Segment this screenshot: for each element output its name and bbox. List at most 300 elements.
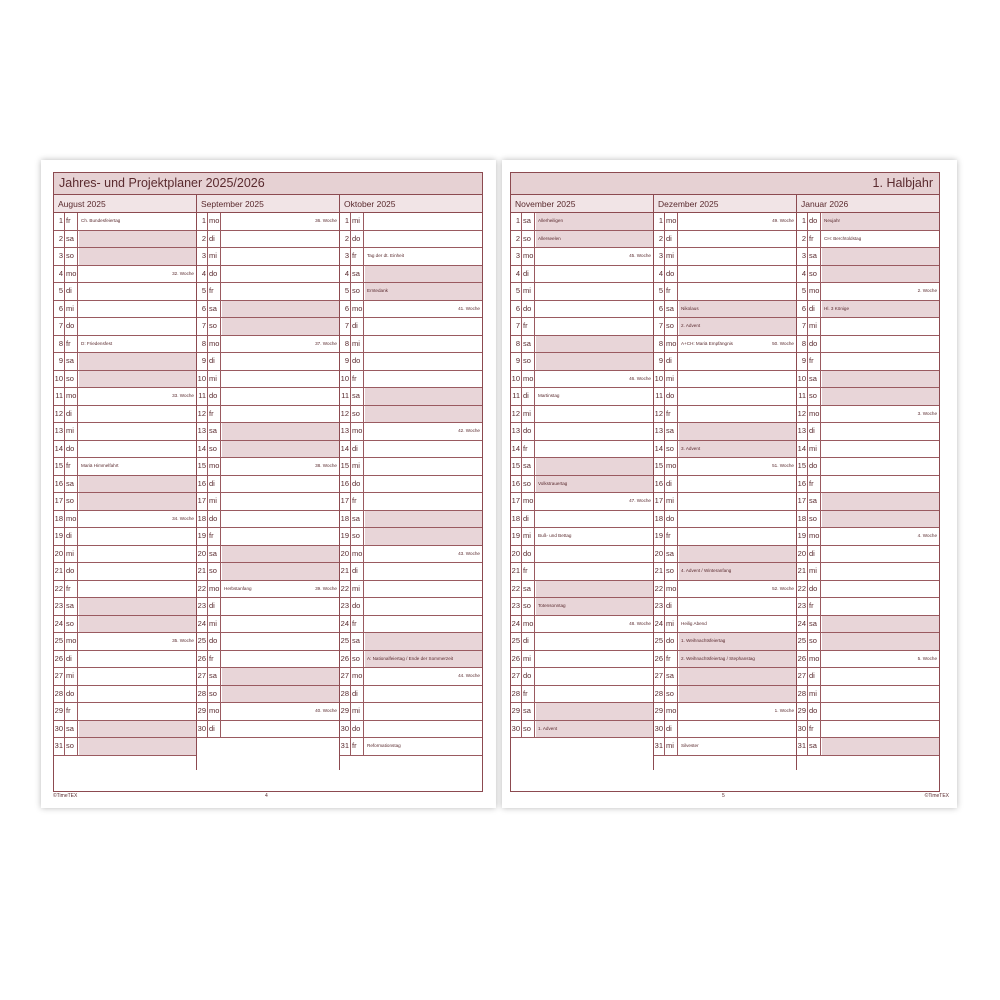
day-row[interactable]	[511, 458, 653, 476]
weekday: do	[808, 336, 821, 353]
weekday: sa	[65, 231, 78, 248]
weekend-shading	[536, 336, 653, 353]
day-row[interactable]	[511, 441, 653, 459]
day-row[interactable]	[54, 616, 196, 634]
day-number: 1	[797, 213, 808, 230]
day-row[interactable]	[340, 738, 482, 756]
weekday: di	[65, 283, 78, 300]
day-row[interactable]	[54, 598, 196, 616]
weekday: di	[522, 266, 535, 283]
day-number: 12	[340, 406, 351, 423]
month-header: November 2025	[511, 195, 653, 213]
weekday: so	[351, 406, 364, 423]
day-row[interactable]	[197, 703, 339, 721]
weekday: so	[65, 371, 78, 388]
weekday: fr	[208, 406, 221, 423]
day-row[interactable]	[54, 511, 196, 529]
day-row[interactable]	[197, 458, 339, 476]
day-row[interactable]	[54, 231, 196, 249]
week-number: 39. Woche	[315, 585, 337, 591]
day-row[interactable]	[511, 213, 653, 231]
day-row[interactable]	[654, 301, 796, 319]
day-row[interactable]	[511, 721, 653, 739]
day-row[interactable]	[197, 721, 339, 739]
week-number: 46. Woche	[629, 375, 651, 381]
day-number: 30	[197, 721, 208, 738]
day-row[interactable]	[54, 721, 196, 739]
copyright: ©TimeTEX	[53, 793, 78, 799]
day-row[interactable]	[654, 703, 796, 721]
day-row[interactable]	[797, 616, 939, 634]
weekday: mi	[351, 458, 364, 475]
day-number: 25	[54, 633, 65, 650]
day-number: 6	[54, 301, 65, 318]
day-row[interactable]	[797, 651, 939, 669]
day-row[interactable]	[511, 616, 653, 634]
day-row[interactable]	[340, 598, 482, 616]
day-row[interactable]	[511, 406, 653, 424]
weekend-shading	[679, 546, 796, 563]
day-row[interactable]	[797, 266, 939, 284]
day-row[interactable]	[54, 318, 196, 336]
day-row[interactable]	[54, 248, 196, 266]
weekday: fr	[351, 616, 364, 633]
day-row[interactable]	[197, 476, 339, 494]
day-row[interactable]	[797, 301, 939, 319]
day-row[interactable]	[797, 581, 939, 599]
day-row[interactable]	[340, 371, 482, 389]
day-row[interactable]	[654, 546, 796, 564]
day-number: 22	[654, 581, 665, 598]
day-row[interactable]	[340, 283, 482, 301]
day-number: 14	[197, 441, 208, 458]
day-number: 18	[54, 511, 65, 528]
day-number: 30	[654, 721, 665, 738]
day-row[interactable]	[197, 511, 339, 529]
weekday: mi	[65, 301, 78, 318]
day-row[interactable]	[797, 458, 939, 476]
weekday: so	[208, 318, 221, 335]
weekday: fr	[65, 581, 78, 598]
day-row[interactable]	[511, 248, 653, 266]
week-number: 40. Woche	[315, 708, 337, 713]
day-row[interactable]	[511, 476, 653, 494]
day-row[interactable]	[340, 476, 482, 494]
day-row[interactable]	[197, 336, 339, 354]
day-row[interactable]	[797, 388, 939, 406]
day-row[interactable]	[654, 598, 796, 616]
weekday: sa	[808, 616, 821, 633]
day-row[interactable]	[797, 318, 939, 336]
day-row[interactable]	[340, 266, 482, 284]
month-column	[797, 195, 939, 770]
day-row[interactable]	[54, 371, 196, 389]
weekday: fr	[208, 651, 221, 668]
weekday: do	[808, 213, 821, 230]
weekday: fr	[351, 493, 364, 510]
day-row[interactable]	[797, 511, 939, 529]
day-row[interactable]	[340, 388, 482, 406]
day-number: 4	[340, 266, 351, 283]
day-row[interactable]	[54, 563, 196, 581]
day-row[interactable]	[197, 686, 339, 704]
day-row[interactable]	[511, 353, 653, 371]
weekday: mi	[665, 371, 678, 388]
day-row[interactable]	[54, 633, 196, 651]
day-row[interactable]	[340, 651, 482, 669]
day-row[interactable]	[54, 283, 196, 301]
weekday: do	[522, 423, 535, 440]
day-row[interactable]	[54, 668, 196, 686]
day-row[interactable]	[54, 336, 196, 354]
day-row[interactable]	[797, 248, 939, 266]
day-row[interactable]	[340, 511, 482, 529]
day-row[interactable]	[511, 318, 653, 336]
day-row[interactable]	[197, 598, 339, 616]
day-row[interactable]	[511, 493, 653, 511]
weekday: di	[351, 563, 364, 580]
day-row[interactable]	[340, 493, 482, 511]
day-row[interactable]	[511, 266, 653, 284]
weekend-shading	[822, 266, 939, 283]
day-number: 13	[511, 423, 522, 440]
day-row[interactable]	[54, 738, 196, 756]
weekday: do	[208, 633, 221, 650]
day-row[interactable]	[511, 651, 653, 669]
day-row[interactable]	[654, 738, 796, 756]
day-row[interactable]	[197, 563, 339, 581]
month-columns	[511, 195, 939, 770]
weekday: sa	[665, 668, 678, 685]
day-row[interactable]	[511, 633, 653, 651]
day-row[interactable]	[340, 301, 482, 319]
day-row[interactable]	[797, 563, 939, 581]
day-row[interactable]	[197, 318, 339, 336]
day-row[interactable]	[54, 353, 196, 371]
day-row[interactable]	[797, 423, 939, 441]
day-row[interactable]	[511, 231, 653, 249]
day-row[interactable]	[340, 423, 482, 441]
day-row[interactable]	[197, 651, 339, 669]
day-row[interactable]	[340, 563, 482, 581]
day-row[interactable]	[654, 686, 796, 704]
weekday: mi	[808, 318, 821, 335]
day-row[interactable]	[511, 528, 653, 546]
weekday: sa	[522, 336, 535, 353]
day-row[interactable]	[197, 668, 339, 686]
day-row[interactable]	[654, 213, 796, 231]
day-number: 9	[340, 353, 351, 370]
day-number: 10	[197, 371, 208, 388]
weekend-shading	[365, 633, 482, 650]
day-row[interactable]	[197, 283, 339, 301]
day-number: 5	[54, 283, 65, 300]
day-row[interactable]	[797, 546, 939, 564]
day-row[interactable]	[340, 546, 482, 564]
page-title: 1. Halbjahr	[872, 176, 933, 190]
day-row[interactable]	[797, 528, 939, 546]
day-row[interactable]	[340, 336, 482, 354]
day-number: 15	[54, 458, 65, 475]
day-row[interactable]	[340, 213, 482, 231]
weekday: so	[665, 441, 678, 458]
day-row[interactable]	[340, 721, 482, 739]
weekday: fr	[65, 213, 78, 230]
weekday: mi	[665, 493, 678, 510]
day-number: 16	[340, 476, 351, 493]
day-number: 29	[797, 703, 808, 720]
weekday: fr	[665, 528, 678, 545]
day-number: 2	[797, 231, 808, 248]
day-row[interactable]	[197, 248, 339, 266]
weekend-shading	[222, 423, 339, 440]
weekday: sa	[65, 476, 78, 493]
day-row[interactable]	[511, 581, 653, 599]
day-row[interactable]	[797, 476, 939, 494]
day-row[interactable]	[654, 248, 796, 266]
day-row[interactable]	[511, 686, 653, 704]
day-row[interactable]	[511, 511, 653, 529]
day-row[interactable]	[797, 493, 939, 511]
day-row[interactable]	[340, 458, 482, 476]
weekday: di	[208, 353, 221, 370]
day-number: 15	[197, 458, 208, 475]
day-row[interactable]	[654, 353, 796, 371]
day-row[interactable]	[654, 721, 796, 739]
day-number: 22	[340, 581, 351, 598]
day-row[interactable]	[797, 213, 939, 231]
day-number: 17	[654, 493, 665, 510]
weekday: do	[208, 266, 221, 283]
day-row[interactable]	[197, 493, 339, 511]
day-row[interactable]	[654, 231, 796, 249]
day-row[interactable]	[197, 388, 339, 406]
day-row[interactable]	[197, 423, 339, 441]
day-row[interactable]	[197, 371, 339, 389]
day-row[interactable]	[54, 388, 196, 406]
day-row[interactable]	[340, 406, 482, 424]
day-number: 4	[511, 266, 522, 283]
day-row[interactable]	[197, 633, 339, 651]
day-row[interactable]	[654, 581, 796, 599]
holiday-label: Buß- und Bettag	[538, 533, 572, 538]
day-row[interactable]	[340, 633, 482, 651]
day-row[interactable]	[54, 493, 196, 511]
weekday: do	[808, 581, 821, 598]
day-number: 27	[340, 668, 351, 685]
weekday: sa	[665, 301, 678, 318]
day-row[interactable]	[197, 441, 339, 459]
day-row[interactable]	[340, 528, 482, 546]
day-row[interactable]	[797, 598, 939, 616]
weekday: so	[65, 248, 78, 265]
day-row[interactable]	[340, 248, 482, 266]
day-row[interactable]	[654, 423, 796, 441]
day-row[interactable]	[511, 336, 653, 354]
day-number: 23	[511, 598, 522, 615]
day-row[interactable]	[340, 686, 482, 704]
day-row[interactable]	[654, 476, 796, 494]
day-row[interactable]	[197, 353, 339, 371]
day-row[interactable]	[511, 703, 653, 721]
day-row[interactable]	[54, 686, 196, 704]
day-row[interactable]	[197, 528, 339, 546]
day-row[interactable]	[654, 266, 796, 284]
day-row[interactable]	[511, 371, 653, 389]
day-row[interactable]	[797, 721, 939, 739]
day-row[interactable]	[797, 336, 939, 354]
day-row[interactable]	[654, 318, 796, 336]
day-row[interactable]	[340, 353, 482, 371]
day-row[interactable]	[54, 301, 196, 319]
weekday: mi	[351, 213, 364, 230]
day-row[interactable]	[654, 371, 796, 389]
day-number: 9	[511, 353, 522, 370]
day-row[interactable]	[197, 581, 339, 599]
day-row[interactable]	[54, 528, 196, 546]
day-row[interactable]	[654, 493, 796, 511]
day-row[interactable]	[654, 458, 796, 476]
day-row[interactable]	[654, 633, 796, 651]
day-row[interactable]	[54, 406, 196, 424]
day-row[interactable]	[654, 651, 796, 669]
day-row[interactable]	[797, 353, 939, 371]
weekday: fr	[208, 283, 221, 300]
day-row[interactable]	[797, 406, 939, 424]
day-number: 6	[340, 301, 351, 318]
day-row[interactable]	[797, 738, 939, 756]
month-header: Oktober 2025	[340, 195, 482, 213]
weekday: di	[351, 318, 364, 335]
weekend-shading	[222, 563, 339, 580]
day-row[interactable]	[197, 546, 339, 564]
day-row[interactable]	[654, 511, 796, 529]
day-number: 8	[197, 336, 208, 353]
month-column	[511, 195, 654, 770]
day-row[interactable]	[511, 388, 653, 406]
day-row[interactable]	[511, 546, 653, 564]
day-number: 10	[654, 371, 665, 388]
weekday: sa	[522, 458, 535, 475]
day-row[interactable]	[511, 283, 653, 301]
day-row[interactable]	[197, 231, 339, 249]
day-row[interactable]	[340, 581, 482, 599]
weekend-shading	[79, 231, 196, 248]
weekday: so	[65, 738, 78, 755]
day-row[interactable]	[340, 441, 482, 459]
day-row[interactable]	[654, 283, 796, 301]
day-row[interactable]	[654, 336, 796, 354]
day-row[interactable]	[197, 266, 339, 284]
weekday: do	[351, 721, 364, 738]
day-number: 14	[54, 441, 65, 458]
day-row[interactable]	[797, 703, 939, 721]
day-row[interactable]	[797, 633, 939, 651]
day-row[interactable]	[54, 441, 196, 459]
day-row[interactable]	[340, 616, 482, 634]
day-row[interactable]	[511, 598, 653, 616]
day-row[interactable]	[654, 668, 796, 686]
day-number: 16	[197, 476, 208, 493]
day-row[interactable]	[197, 301, 339, 319]
weekday: mi	[522, 651, 535, 668]
week-number: 49. Woche	[772, 218, 794, 223]
day-row[interactable]	[54, 651, 196, 669]
day-row[interactable]	[197, 406, 339, 424]
day-row[interactable]	[654, 441, 796, 459]
day-number: 31	[54, 738, 65, 755]
month-column	[340, 195, 482, 770]
day-row[interactable]	[54, 703, 196, 721]
day-row[interactable]	[197, 616, 339, 634]
day-row[interactable]	[54, 546, 196, 564]
holiday-label: 1. Weihnachtsfeiertag	[681, 638, 726, 643]
day-row[interactable]	[54, 423, 196, 441]
day-row[interactable]	[797, 441, 939, 459]
day-row[interactable]	[797, 231, 939, 249]
day-row[interactable]	[654, 406, 796, 424]
day-number: 29	[654, 703, 665, 720]
day-row[interactable]	[511, 423, 653, 441]
weekday: di	[65, 651, 78, 668]
day-row[interactable]	[54, 266, 196, 284]
weekday: fr	[522, 686, 535, 703]
weekday: mo	[665, 703, 678, 720]
day-row[interactable]	[54, 458, 196, 476]
day-row[interactable]	[511, 301, 653, 319]
day-number: 1	[340, 213, 351, 230]
day-row[interactable]	[197, 213, 339, 231]
day-number: 7	[197, 318, 208, 335]
weekday: do	[351, 353, 364, 370]
day-number: 3	[54, 248, 65, 265]
weekend-shading	[536, 458, 653, 475]
day-row[interactable]	[654, 616, 796, 634]
day-row[interactable]	[511, 563, 653, 581]
day-number: 13	[54, 423, 65, 440]
day-row[interactable]	[54, 213, 196, 231]
holiday-label: 4. Advent / Winteranfang	[681, 568, 732, 573]
day-row[interactable]	[797, 686, 939, 704]
day-row[interactable]	[54, 476, 196, 494]
day-row[interactable]	[797, 371, 939, 389]
day-row[interactable]	[797, 668, 939, 686]
day-number: 25	[340, 633, 351, 650]
weekday: do	[665, 388, 678, 405]
day-row[interactable]	[340, 668, 482, 686]
day-row[interactable]	[54, 581, 196, 599]
weekday: sa	[808, 248, 821, 265]
day-number: 27	[511, 668, 522, 685]
day-row[interactable]	[654, 528, 796, 546]
weekday: fr	[665, 283, 678, 300]
day-row[interactable]	[340, 231, 482, 249]
weekend-shading	[822, 633, 939, 650]
week-number: 41. Woche	[458, 305, 480, 311]
weekday: mi	[208, 248, 221, 265]
day-number: 15	[511, 458, 522, 475]
day-row[interactable]	[340, 318, 482, 336]
weekday: so	[208, 563, 221, 580]
day-row[interactable]	[797, 283, 939, 301]
holiday-label: Hl. 3 Könige	[824, 305, 850, 311]
day-number: 26	[654, 651, 665, 668]
day-row[interactable]	[511, 668, 653, 686]
day-row[interactable]	[654, 563, 796, 581]
day-number: 14	[340, 441, 351, 458]
day-row[interactable]	[654, 388, 796, 406]
day-row[interactable]	[340, 703, 482, 721]
